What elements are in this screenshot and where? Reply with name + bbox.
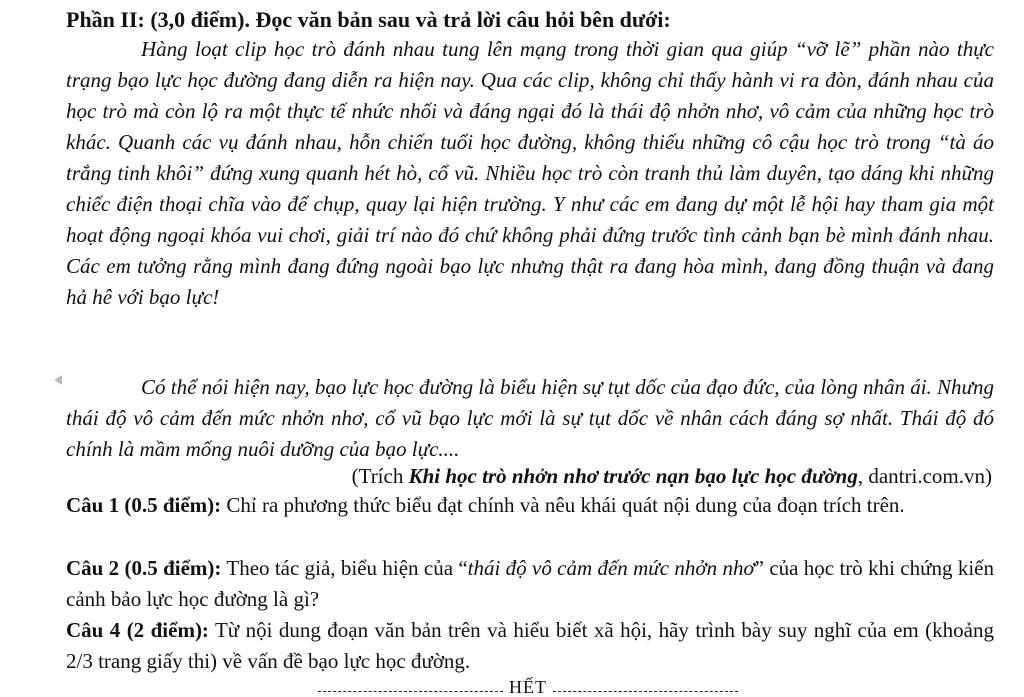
question-4 bbox=[66, 615, 994, 677]
citation-suffix: , dantri.com.vn) bbox=[857, 464, 992, 488]
source-citation bbox=[66, 461, 992, 491]
question-2-label: Câu 2 (0.5 điểm): bbox=[66, 556, 222, 580]
question-2-text-before: Theo tác giả, biểu hiện của “ bbox=[221, 556, 468, 580]
question-1-text: Chỉ ra phương thức biểu đạt chính và nêu khái quát nội dung của đoạn trích trên. bbox=[221, 493, 905, 517]
citation-title: Khi học trò nhởn nhơ trước nạn bạo lực học đường bbox=[408, 464, 858, 488]
question-4-text: Từ nội dung đoạn văn bản trên và hiểu biết xã hội, hãy trình bày suy nghĩ của em (khoảng 2/3 trang giấy thi) về vấn đề bạo lực học đường. bbox=[66, 618, 994, 673]
question-4-label: Câu 4 (2 điểm): bbox=[66, 618, 209, 642]
passage-paragraph-1: Hàng loạt clip học trò đánh nhau tung lên mạng trong thời gian qua giúp “vỡ lẽ” phần nào thực trạng bạo lực học đường đang diễn ra hiện nay. Qua các clip, không chỉ thấy hành vi ra đòn, đánh nhau của học trò mà còn lộ ra một thực tế nhức nhối và đáng ngại đó là thái độ nhởn nhơ, vô cảm của những học trò khác. Quanh các vụ đánh nhau, hỗn chiến tuổi học đường, không thiếu những cô cậu học trò trong “tà áo trắng tinh khôi” đứng xung quanh hét hò, cổ vũ. Nhiều học trò còn tranh thủ làm duyên, tạo dáng khi những chiếc điện thoại chĩa vào để chụp, quay lại hiện trường. Y như các em đang dự một lễ hội hay tham gia một hoạt động ngoại khóa vui chơi, giải trí nào đó chứ không phải đứng trước tình cảnh bạn bè mình đánh nhau. Các em tưởng rằng mình đang đứng ngoài bạo lực nhưng thật ra đang hòa mình, đang đồng thuận và đang hả hê với bạo lực! bbox=[66, 37, 994, 309]
end-dash-right bbox=[553, 683, 738, 692]
passage-paragraph-2: Có thể nói hiện nay, bạo lực học đường là biểu hiện sự tụt dốc của đạo đức, của lòng nhân ái. Nhưng thái độ vô cảm đến mức nhởn nhơ, cổ vũ bạo lực mới là sự tụt dốc về nhân cách đáng sợ nhất. Thái độ đó chính là mầm mống nuôi dưỡng của bạo lực.... bbox=[66, 375, 994, 461]
end-marker-text: HẾT bbox=[509, 677, 547, 697]
section-heading: Phần II: (3,0 điểm). Đọc văn bản sau và trả lời câu hỏi bên dưới: bbox=[66, 7, 671, 32]
end-dash-left bbox=[318, 683, 503, 692]
question-2-text-after: ” của học trò khi chứng kiến cảnh bảo lực học đường là gì? bbox=[66, 556, 994, 611]
question-1-label: Câu 1 (0.5 điểm): bbox=[66, 493, 222, 517]
citation-prefix: (Trích bbox=[351, 464, 409, 488]
question-2 bbox=[66, 553, 994, 615]
question-2-quote: thái độ vô cảm đến mức nhởn nhơ bbox=[467, 556, 755, 580]
end-of-test-marker bbox=[318, 676, 738, 696]
margin-arrow-icon bbox=[54, 375, 62, 385]
question-1 bbox=[66, 490, 994, 521]
